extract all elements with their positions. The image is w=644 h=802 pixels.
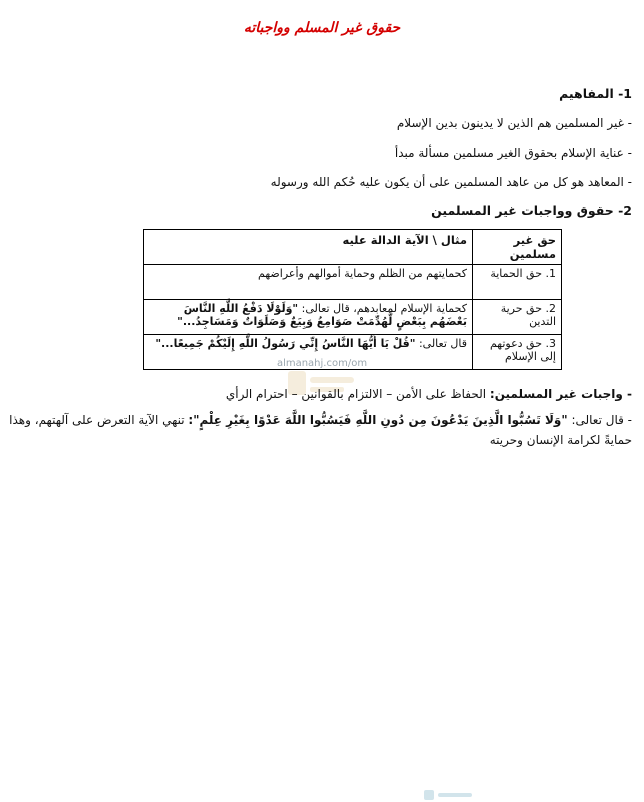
section1-heading: 1- المفاهيم: [559, 86, 632, 101]
table-cell-right: 2. حق حرية التدين: [473, 300, 562, 335]
table-header-example: مثال \ الآية الدالة عليه: [144, 230, 473, 265]
table-row: [144, 265, 562, 300]
verse-quote: "قُلْ يَا أَيُّهَا النَّاسُ إِنِّي رَسُولُ اللَّهِ إِلَيْكُمْ جَمِيعًا...": [155, 337, 416, 350]
duties-label: - واجبات غير المسلمين:: [489, 387, 632, 401]
page-title: [0, 20, 644, 36]
duties-text: الحفاظ على الأمن – الالتزام بالقوانين – احترام الرأي: [225, 387, 490, 401]
watermark-link: almanahj.com/om: [276, 358, 368, 369]
table-header-row: [144, 230, 562, 265]
verse-quote: "وَلَوْلَا دَفْعُ اللَّهِ النَّاسَ بَعْضَهُم بِبَعْضٍ لَّهُدِّمَتْ صَوَامِعُ وَبِيَعٌ وَصَلَوَاتٌ وَمَسَاجِدُ...": [177, 302, 467, 328]
table-cell-right: 3. حق دعوتهم إلى الإسلام: [473, 335, 562, 370]
duties-paragraph: [8, 384, 632, 404]
verse-paragraph: [8, 410, 632, 450]
example-text: قال تعالى:: [415, 337, 467, 350]
example-text: كحماية الإسلام لمعابدهم، قال تعالى:: [298, 302, 467, 315]
concept-item: - المعاهد هو كل من عاهد المسلمين على أن يكون عليه حُكم الله ورسوله: [270, 175, 632, 189]
concept-item: - عناية الإسلام بحقوق الغير مسلمين مسألة مبدأ: [394, 146, 632, 160]
table-row: [144, 300, 562, 335]
rights-table: [143, 229, 562, 370]
table-header-right: حق غير مسلمين: [473, 230, 562, 265]
table-cell-example: [144, 300, 473, 335]
table-cell-example: [144, 265, 473, 300]
verse-prefix: - قال تعالى:: [567, 413, 632, 427]
verse-quote: "وَلَا تَسُبُّوا الَّذِينَ يَدْعُونَ مِن دُونِ اللَّهِ فَيَسُبُّوا اللَّهَ عَدْوًا بِغَيْرِ عِلْمٍ":: [188, 413, 568, 427]
concept-item: - غير المسلمين هم الذين لا يدينون بدين الإسلام: [396, 116, 632, 130]
page-title-text: حقوق غير المسلم وواجباته: [243, 20, 401, 36]
verse-text: تنهي الآية التعرض على آلهتهم، وهذا حمايةً لكرامة الإنسان وحريته: [9, 413, 632, 447]
table-cell-right: 1. حق الحماية: [473, 265, 562, 300]
example-text: كحمايتهم من الظلم وحماية أموالهم وأعراضهم: [258, 267, 467, 280]
section2-heading: 2- حقوق وواجبات غير المسلمين: [431, 203, 632, 218]
